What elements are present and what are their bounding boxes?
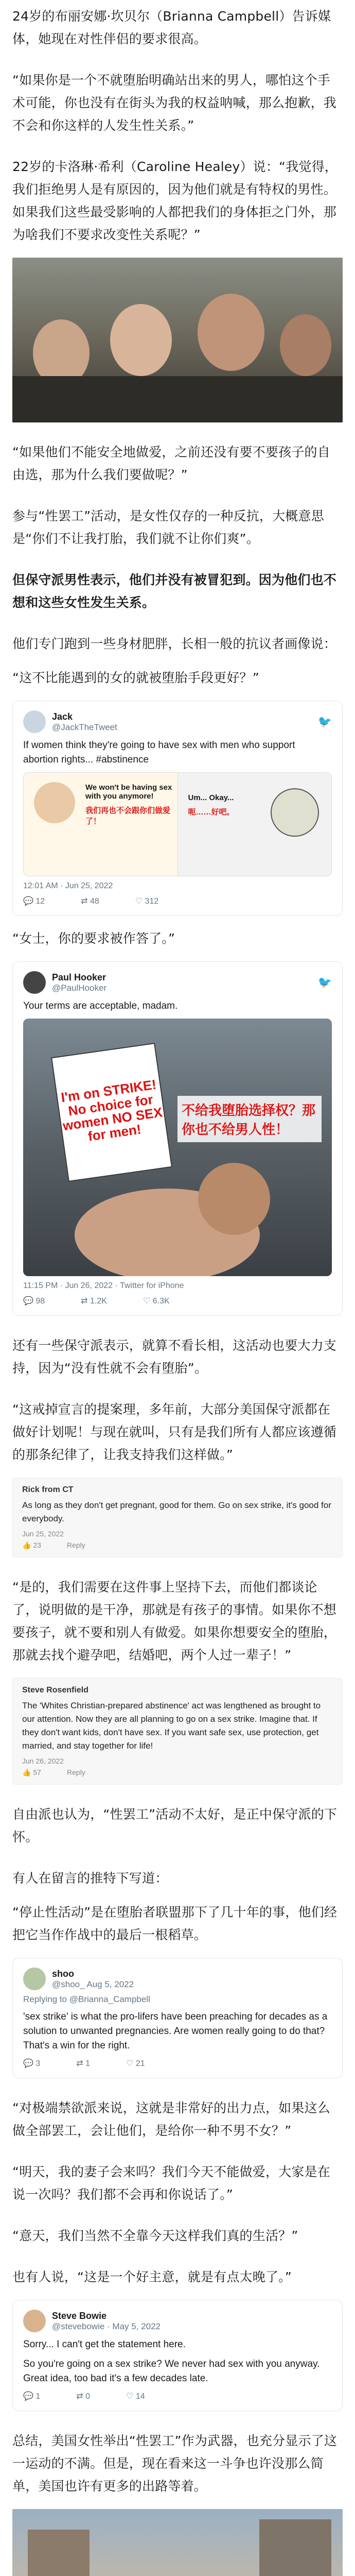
tweet-handle: @stevebowie · May 5, 2022 [52, 2321, 161, 2331]
quote: “这不比能遇到的女的就被堕胎手段更好？” [12, 670, 259, 685]
comment-body: As long as they don't get pregnant, good for them. Go on sex strike, it's good for everybody. [22, 1500, 331, 1523]
meme-left-caption: 我们再也不会跟你们做爱了！ [85, 806, 171, 826]
tweet-author: Steve Bowie [52, 2310, 107, 2321]
protest-photo [12, 258, 343, 422]
like-count: 57 [33, 1768, 41, 1776]
tweet-card[interactable] [12, 961, 343, 1316]
like-button[interactable]: 👍 57 [22, 1768, 41, 1776]
retweet-count: 1 [85, 2059, 91, 2068]
retweet-button[interactable]: ⇄ 1 [76, 2059, 91, 2068]
paragraph: “这戒掉宣言的提案理，多年前，大部分美国保守派都在做好计划呢！与现在就叫，只有是我们所有人都应该遵循的那条纪律了，让我支持我们这样做。” [12, 1402, 337, 1462]
tweet-body: If women think they're going to have sex with men who support abortion rights... #abstinence [23, 740, 295, 765]
paragraph: 22岁的卡洛琳·希利（Caroline Healey）说：“我觉得，我们拒绝男人是有原因的，因为他们就是有特权的男性。如果我们这些最受影响的人都把我们的身体拒之门外，那为啥我们不要求改变性关系呢？” [12, 159, 338, 242]
paragraph: 总结，美国女性举出“性罢工”作为武器，也充分显示了这一运动的不满。但是，现在看来这一斗争也许没那么简单，美国也许有更多的出路等着。 [12, 2433, 338, 2494]
paragraph: 有人在留言的推特下写道： [12, 1871, 168, 1886]
tweet-date: 11:15 PM · Jun 26, 2022 · Twitter for iPhone [23, 1281, 184, 1290]
tweet-handle: @shoo_ Aug 5, 2022 [52, 1979, 134, 1989]
meme-left-text: We won't be having sex with you anymore! [85, 783, 172, 801]
meme-right-caption: 呃……好吧。 [188, 808, 235, 817]
like-button[interactable]: 👍 23 [22, 1541, 41, 1549]
retweet-count: 0 [85, 2392, 91, 2401]
comment-body: The 'Whites Christian-prepared abstinence' act was lengthened as brought to our attention. Now they are all planning to go on a sex strike. Imagine that. If they don't want kids, don't have sex. If you want safe sex, use protection, get married, and stay together for life! [22, 1701, 321, 1751]
twitter-bird-icon: 🐦 [317, 715, 332, 728]
comment-author: Rick from CT [22, 1485, 74, 1494]
comment-card[interactable] [12, 1478, 343, 1557]
retweet-count: 48 [90, 897, 99, 906]
tweet-author: shoo [52, 1968, 74, 1979]
protest-sign [51, 1043, 172, 1182]
retweet-count: 1.2K [90, 1297, 107, 1306]
like-count: 312 [145, 897, 159, 906]
retweet-button[interactable]: ⇄ 1.2K [81, 1297, 107, 1306]
quote: “停止性活动”是在堕胎者联盟那下了几十年的事，他们经把它当作作战中的最后一根稻草。 [12, 1905, 338, 1942]
paragraph: “如果你是一个不就堕胎明确站出来的男人，哪怕这个手术可能，你也没有在街头为我的权益呐喊，那么抱歉，我不会和你这样的人发生性关系。” [12, 73, 337, 133]
avatar [23, 2310, 46, 2332]
comment-date: Jun 25, 2022 [22, 1530, 64, 1538]
quote: “女士，你的要求被作答了。” [12, 931, 175, 946]
like-button[interactable]: ♡ 6.3K [143, 1297, 170, 1306]
paragraph: 还有一些保守派表示，就算不看长相，这活动也要大力支持，因为“没有性就不会有堕胎”。 [12, 1338, 337, 1376]
reply-button[interactable]: Reply [66, 1768, 85, 1776]
avatar [23, 710, 46, 733]
sign-text: I'm on STRIKE! No choice for women NO SEX for men! [60, 1076, 164, 1144]
comment-card[interactable] [12, 1678, 343, 1785]
tweet-body: Sorry... I can't get the statement here. [23, 2339, 186, 2350]
avatar [23, 971, 46, 994]
photo-caption: 不给我堕胎选择权？那你也不给男人性！ [177, 1096, 322, 1142]
paragraph: “意天，我们当然不全靠今天这样我们真的生活？” [12, 2228, 298, 2243]
reply-button[interactable]: 💬 98 [23, 1297, 45, 1306]
protest-sign-photo [23, 1019, 332, 1276]
meme-image [23, 772, 332, 876]
paragraph: 他们专门跑到一些身材肥胖，长相一般的抗议者画像说： [12, 636, 337, 651]
tweet-handle: @JackTheTweet [52, 722, 117, 732]
tweet-card[interactable] [12, 2300, 343, 2411]
twitter-bird-icon: 🐦 [317, 976, 332, 989]
tweet-card[interactable] [12, 701, 343, 916]
like-button[interactable]: ♡ 14 [126, 2392, 145, 2401]
tweet-author: Jack [52, 711, 73, 722]
reply-button[interactable]: 💬 1 [23, 2392, 41, 2401]
tweet-body: 'sex strike' is what the pro-lifers have been preaching for decades as a solution to unwanted pregnancies. Are women really going to do that? That's a win for the right. [23, 2011, 328, 2051]
paragraph: 自由派也认为，“性罢工”活动不太好，是正中保守派的下怀。 [12, 1807, 338, 1844]
meme-right-text: Um... Okay... [188, 793, 234, 802]
tweet-card[interactable] [12, 1958, 343, 2078]
retweet-button[interactable]: ⇄ 48 [81, 897, 99, 906]
retweet-button[interactable]: ⇄ 0 [76, 2392, 91, 2401]
paragraph: “明天，我的妻子会来吗？我们今天不能做爱，大家是在说一次吗？我们都不会再和你说话了。” [12, 2164, 330, 2202]
like-button[interactable]: ♡ 21 [126, 2059, 145, 2068]
paragraph-bold: 但保守派男性表示，他们并没有被冒犯到。因为他们也不想和这些女性发生关系。 [12, 572, 337, 610]
like-count: 14 [135, 2392, 145, 2401]
comment-author: Steve Rosenfield [22, 1686, 88, 1694]
tweet-author: Paul Hooker [52, 972, 106, 982]
reply-to[interactable]: Replying to @Brianna_Campbell [23, 1994, 150, 2004]
reply-button[interactable]: 💬 3 [23, 2059, 41, 2068]
reply-count: 12 [36, 897, 45, 906]
tweet-body: Your terms are acceptable, madam. [23, 1001, 178, 1011]
like-count: 6.3K [152, 1297, 170, 1306]
comment-date: Jun 26, 2022 [22, 1757, 64, 1765]
rally-photo [12, 2509, 343, 2576]
like-count: 23 [33, 1541, 41, 1549]
paragraph: “如果他们不能安全地做爱，之前还没有要不要孩子的自由选，那为什么我们要做呢？” [12, 445, 330, 482]
paragraph: “是的，我们需要在这件事上坚持下去，而他们都谈论了，说明做的是干净，那就是有孩子的事情。如果你不想要孩子，就不要和别人有做爱。如果你想要安全的堕胎，那就去找个避孕吧，结婚吧，两个人过一辈子！” [12, 1580, 337, 1663]
reply-count: 3 [36, 2059, 41, 2068]
paragraph: 参与“性罢工”活动，是女性仅存的一种反抗，大概意思是“你们不让我打胎，我们就不让你们爽”。 [12, 509, 324, 546]
reply-button[interactable]: 💬 12 [23, 897, 45, 906]
reply-button[interactable]: Reply [66, 1541, 85, 1549]
tweet-date: 12:01 AM · Jun 25, 2022 [23, 882, 113, 890]
tweet-handle: @PaulHooker [52, 982, 107, 993]
avatar [23, 1968, 46, 1990]
paragraph: 也有人说，“这是一个好主意，就是有点太晚了。” [12, 2269, 292, 2284]
like-count: 21 [135, 2059, 145, 2068]
paragraph: 24岁的布丽安娜·坎贝尔（Brianna Campbell）告诉媒体，她现在对性伴侣的要求很高。 [12, 9, 331, 46]
reply-count: 1 [36, 2392, 41, 2401]
like-button[interactable]: ♡ 312 [135, 897, 159, 906]
tweet-body-2: So you're going on a sex strike? We never had sex with you anyway. Great idea, too bad it's a few decades late. [23, 2359, 320, 2384]
reply-count: 98 [36, 1297, 45, 1306]
paragraph: “对极端禁欲派来说，这就是非常好的出力点，如果这么做全部罢工，会让他们，是给你一种不男不女？” [12, 2100, 330, 2138]
